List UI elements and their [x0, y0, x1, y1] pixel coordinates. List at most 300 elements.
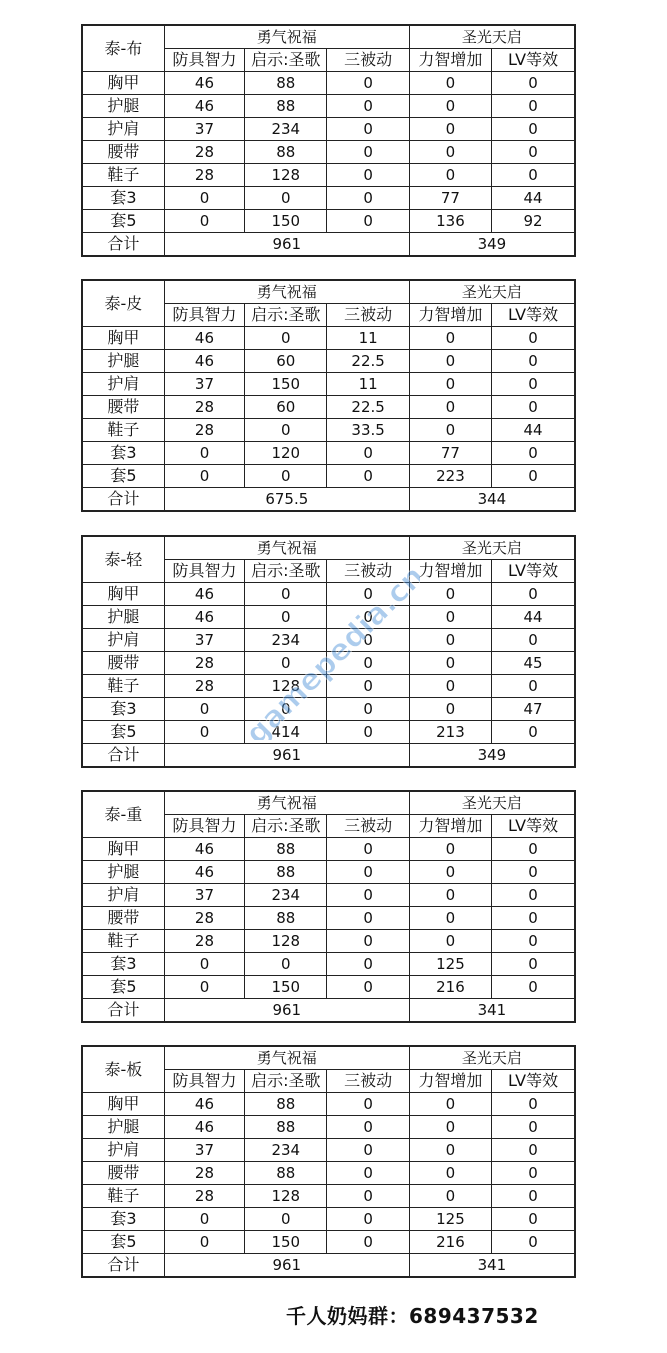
cell-value: 88: [245, 1093, 327, 1116]
cell-value: 28: [164, 141, 244, 164]
cell-value: 28: [164, 652, 244, 675]
cell-value: 0: [492, 1208, 575, 1231]
table-row: [82, 442, 575, 465]
cell-value: 0: [492, 164, 575, 187]
cell-value: 150: [245, 373, 327, 396]
cell-value: 0: [492, 884, 575, 907]
total-courage: 961: [164, 233, 409, 257]
cell-value: 128: [245, 930, 327, 953]
cell-value: 234: [245, 629, 327, 652]
cell-value: 0: [409, 1185, 491, 1208]
cell-value: 77: [409, 187, 491, 210]
column-header: 防具智力: [164, 49, 244, 72]
cell-value: 0: [327, 838, 409, 861]
cell-value: 0: [492, 1139, 575, 1162]
stat-table: [81, 279, 576, 512]
table-row: [82, 327, 575, 350]
table-row: [82, 606, 575, 629]
row-label: 护肩: [82, 884, 164, 907]
cell-value: 0: [409, 838, 491, 861]
cell-value: 22.5: [327, 396, 409, 419]
cell-value: 88: [245, 838, 327, 861]
cell-value: 37: [164, 118, 244, 141]
watermark-text: gamepedia.cn: [250, 570, 420, 740]
cell-value: 0: [245, 419, 327, 442]
cell-value: 28: [164, 396, 244, 419]
cell-value: 125: [409, 1208, 491, 1231]
row-label: 套5: [82, 210, 164, 233]
column-header: LV等效: [492, 304, 575, 327]
table-row: [82, 1208, 575, 1231]
cell-value: 88: [245, 907, 327, 930]
cell-value: 128: [245, 675, 327, 698]
stat-table: [81, 1045, 576, 1278]
cell-value: 0: [409, 118, 491, 141]
cell-value: 37: [164, 1139, 244, 1162]
cell-value: 0: [409, 907, 491, 930]
cell-value: 0: [492, 1116, 575, 1139]
group-header-courage: 勇气祝福: [164, 1046, 409, 1070]
column-header: 力智增加: [409, 49, 491, 72]
cell-value: 150: [245, 210, 327, 233]
table-row: [82, 465, 575, 488]
table-row: [82, 698, 575, 721]
cell-value: 0: [409, 373, 491, 396]
cell-value: 414: [245, 721, 327, 744]
row-label: 腰带: [82, 907, 164, 930]
cell-value: 0: [327, 861, 409, 884]
table-row: [82, 884, 575, 907]
cell-value: 28: [164, 1185, 244, 1208]
total-holy-light: 349: [409, 233, 575, 257]
cell-value: 0: [492, 141, 575, 164]
group-header-courage: 勇气祝福: [164, 791, 409, 815]
cell-value: 88: [245, 72, 327, 95]
total-label: 合计: [82, 744, 164, 768]
cell-value: 11: [327, 373, 409, 396]
cell-value: 0: [492, 465, 575, 488]
total-label: 合计: [82, 1254, 164, 1278]
column-header: 力智增加: [409, 304, 491, 327]
total-holy-light: 341: [409, 1254, 575, 1278]
cell-value: 0: [409, 606, 491, 629]
cell-value: 216: [409, 976, 491, 999]
column-header: LV等效: [492, 1070, 575, 1093]
cell-value: 0: [245, 583, 327, 606]
cell-value: 120: [245, 442, 327, 465]
column-header: 防具智力: [164, 560, 244, 583]
row-label: 胸甲: [82, 838, 164, 861]
cell-value: 0: [492, 1231, 575, 1254]
row-label: 鞋子: [82, 930, 164, 953]
cell-value: 136: [409, 210, 491, 233]
cell-value: 0: [245, 465, 327, 488]
total-row: [82, 233, 575, 257]
column-header: 三被动: [327, 1070, 409, 1093]
cell-value: 0: [327, 164, 409, 187]
cell-value: 0: [409, 95, 491, 118]
table-row: [82, 118, 575, 141]
cell-value: 0: [327, 907, 409, 930]
row-label: 护肩: [82, 373, 164, 396]
cell-value: 0: [492, 976, 575, 999]
stat-table: [81, 24, 576, 257]
cell-value: 37: [164, 629, 244, 652]
cell-value: 92: [492, 210, 575, 233]
column-header: 启示:圣歌: [245, 304, 327, 327]
table-row: [82, 976, 575, 999]
total-label: 合计: [82, 488, 164, 512]
cell-value: 0: [245, 652, 327, 675]
table-header-row: [82, 536, 575, 560]
cell-value: 0: [492, 373, 575, 396]
table-title: 泰-轻: [82, 536, 164, 583]
cell-value: 0: [409, 652, 491, 675]
total-row: [82, 1254, 575, 1278]
cell-value: 0: [327, 629, 409, 652]
cell-value: 125: [409, 953, 491, 976]
cell-value: 0: [164, 210, 244, 233]
table-row: [82, 675, 575, 698]
total-label: 合计: [82, 999, 164, 1023]
cell-value: 46: [164, 838, 244, 861]
cell-value: 0: [164, 721, 244, 744]
table-row: [82, 1185, 575, 1208]
total-courage: 961: [164, 1254, 409, 1278]
table-row: [82, 187, 575, 210]
cell-value: 0: [327, 1162, 409, 1185]
cell-value: 0: [327, 442, 409, 465]
table-row: [82, 350, 575, 373]
cell-value: 0: [409, 861, 491, 884]
footer-qq-group: 千人奶妈群：689437532: [286, 1304, 539, 1328]
cell-value: 0: [327, 118, 409, 141]
stat-table: [81, 535, 576, 768]
table-row: [82, 1116, 575, 1139]
cell-value: 0: [409, 327, 491, 350]
cell-value: 0: [164, 976, 244, 999]
cell-value: 88: [245, 141, 327, 164]
cell-value: 0: [409, 396, 491, 419]
column-header: 三被动: [327, 304, 409, 327]
cell-value: 60: [245, 396, 327, 419]
cell-value: 0: [327, 72, 409, 95]
row-label: 鞋子: [82, 675, 164, 698]
total-holy-light: 344: [409, 488, 575, 512]
row-label: 胸甲: [82, 72, 164, 95]
group-header-holy-light: 圣光天启: [409, 25, 575, 49]
cell-value: 11: [327, 327, 409, 350]
cell-value: 28: [164, 164, 244, 187]
row-label: 护腿: [82, 606, 164, 629]
cell-value: 128: [245, 164, 327, 187]
cell-value: 0: [409, 629, 491, 652]
cell-value: 0: [492, 629, 575, 652]
cell-value: 46: [164, 861, 244, 884]
table-header-row: [82, 791, 575, 815]
row-label: 护肩: [82, 629, 164, 652]
cell-value: 0: [492, 675, 575, 698]
table-row: [82, 95, 575, 118]
cell-value: 46: [164, 606, 244, 629]
row-label: 护肩: [82, 118, 164, 141]
cell-value: 28: [164, 907, 244, 930]
cell-value: 0: [409, 1162, 491, 1185]
cell-value: 0: [164, 187, 244, 210]
table-header-row: [82, 280, 575, 304]
cell-value: 0: [327, 976, 409, 999]
table-row: [82, 861, 575, 884]
column-header: LV等效: [492, 815, 575, 838]
table-title: 泰-重: [82, 791, 164, 838]
table-row: [82, 419, 575, 442]
table-row: [82, 953, 575, 976]
column-header: 力智增加: [409, 1070, 491, 1093]
table-row: [82, 721, 575, 744]
stat-table: [81, 790, 576, 1023]
table-title: 泰-布: [82, 25, 164, 72]
table-header-row: [82, 1046, 575, 1070]
table-row: [82, 1162, 575, 1185]
cell-value: 88: [245, 861, 327, 884]
cell-value: 46: [164, 95, 244, 118]
cell-value: 0: [409, 675, 491, 698]
row-label: 鞋子: [82, 419, 164, 442]
cell-value: 0: [245, 698, 327, 721]
row-label: 套3: [82, 698, 164, 721]
cell-value: 0: [327, 721, 409, 744]
cell-value: 0: [492, 442, 575, 465]
cell-value: 0: [409, 350, 491, 373]
cell-value: 88: [245, 1116, 327, 1139]
column-header: 启示:圣歌: [245, 1070, 327, 1093]
cell-value: 0: [409, 72, 491, 95]
cell-value: 0: [492, 907, 575, 930]
row-label: 腰带: [82, 141, 164, 164]
cell-value: 0: [327, 698, 409, 721]
cell-value: 234: [245, 1139, 327, 1162]
cell-value: 0: [492, 721, 575, 744]
cell-value: 0: [327, 1116, 409, 1139]
cell-value: 28: [164, 1162, 244, 1185]
cell-value: 0: [327, 884, 409, 907]
row-label: 套3: [82, 442, 164, 465]
cell-value: 46: [164, 1093, 244, 1116]
cell-value: 46: [164, 1116, 244, 1139]
cell-value: 77: [409, 442, 491, 465]
column-header: 启示:圣歌: [245, 815, 327, 838]
cell-value: 0: [409, 884, 491, 907]
total-row: [82, 999, 575, 1023]
row-label: 护腿: [82, 1116, 164, 1139]
cell-value: 37: [164, 373, 244, 396]
cell-value: 88: [245, 1162, 327, 1185]
cell-value: 213: [409, 721, 491, 744]
cell-value: 0: [492, 583, 575, 606]
row-label: 套5: [82, 1231, 164, 1254]
table-title: 泰-皮: [82, 280, 164, 327]
column-header: 防具智力: [164, 815, 244, 838]
cell-value: 37: [164, 884, 244, 907]
total-holy-light: 349: [409, 744, 575, 768]
cell-value: 0: [327, 930, 409, 953]
cell-value: 0: [245, 187, 327, 210]
column-header: 三被动: [327, 815, 409, 838]
cell-value: 0: [327, 583, 409, 606]
cell-value: 0: [164, 1208, 244, 1231]
row-label: 护肩: [82, 1139, 164, 1162]
row-label: 护腿: [82, 95, 164, 118]
cell-value: 44: [492, 606, 575, 629]
cell-value: 0: [409, 164, 491, 187]
table-row: [82, 838, 575, 861]
cell-value: 0: [164, 698, 244, 721]
cell-value: 0: [327, 1093, 409, 1116]
cell-value: 0: [245, 1208, 327, 1231]
row-label: 护腿: [82, 861, 164, 884]
column-header: 启示:圣歌: [245, 560, 327, 583]
table-row: [82, 629, 575, 652]
column-header: 力智增加: [409, 560, 491, 583]
cell-value: 0: [492, 953, 575, 976]
row-label: 鞋子: [82, 1185, 164, 1208]
row-label: 套5: [82, 976, 164, 999]
cell-value: 0: [409, 583, 491, 606]
cell-value: 0: [327, 187, 409, 210]
cell-value: 0: [492, 350, 575, 373]
cell-value: 150: [245, 976, 327, 999]
cell-value: 45: [492, 652, 575, 675]
row-label: 胸甲: [82, 327, 164, 350]
cell-value: 150: [245, 1231, 327, 1254]
cell-value: 0: [492, 396, 575, 419]
cell-value: 128: [245, 1185, 327, 1208]
total-row: [82, 488, 575, 512]
total-row: [82, 744, 575, 768]
cell-value: 33.5: [327, 419, 409, 442]
cell-value: 0: [327, 1139, 409, 1162]
cell-value: 0: [492, 1093, 575, 1116]
cell-value: 0: [327, 1231, 409, 1254]
column-header: LV等效: [492, 49, 575, 72]
column-header: 防具智力: [164, 304, 244, 327]
table-row: [82, 373, 575, 396]
row-label: 腰带: [82, 1162, 164, 1185]
cell-value: 234: [245, 884, 327, 907]
cell-value: 0: [492, 930, 575, 953]
row-label: 护腿: [82, 350, 164, 373]
cell-value: 0: [327, 141, 409, 164]
total-courage: 675.5: [164, 488, 409, 512]
cell-value: 234: [245, 118, 327, 141]
cell-value: 0: [492, 861, 575, 884]
cell-value: 0: [245, 953, 327, 976]
table-row: [82, 164, 575, 187]
table-row: [82, 1093, 575, 1116]
total-label: 合计: [82, 233, 164, 257]
table-row: [82, 210, 575, 233]
total-courage: 961: [164, 999, 409, 1023]
cell-value: 216: [409, 1231, 491, 1254]
group-header-holy-light: 圣光天启: [409, 536, 575, 560]
cell-value: 0: [327, 606, 409, 629]
cell-value: 46: [164, 583, 244, 606]
row-label: 套3: [82, 1208, 164, 1231]
group-header-holy-light: 圣光天启: [409, 280, 575, 304]
column-header: LV等效: [492, 560, 575, 583]
cell-value: 0: [245, 606, 327, 629]
cell-value: 0: [327, 210, 409, 233]
table-row: [82, 141, 575, 164]
table-row: [82, 907, 575, 930]
cell-value: 0: [327, 953, 409, 976]
cell-value: 0: [327, 1208, 409, 1231]
table-title: 泰-板: [82, 1046, 164, 1093]
cell-value: 47: [492, 698, 575, 721]
cell-value: 0: [409, 698, 491, 721]
row-label: 鞋子: [82, 164, 164, 187]
group-header-courage: 勇气祝福: [164, 25, 409, 49]
row-label: 套3: [82, 953, 164, 976]
cell-value: 0: [245, 327, 327, 350]
cell-value: 0: [409, 419, 491, 442]
table-row: [82, 1139, 575, 1162]
cell-value: 0: [409, 1139, 491, 1162]
row-label: 套5: [82, 721, 164, 744]
cell-value: 0: [409, 1093, 491, 1116]
group-header-courage: 勇气祝福: [164, 536, 409, 560]
cell-value: 0: [492, 118, 575, 141]
table-row: [82, 930, 575, 953]
cell-value: 0: [409, 1116, 491, 1139]
cell-value: 46: [164, 327, 244, 350]
cell-value: 0: [409, 930, 491, 953]
table-header-row: [82, 25, 575, 49]
cell-value: 0: [492, 1185, 575, 1208]
group-header-courage: 勇气祝福: [164, 280, 409, 304]
cell-value: 0: [327, 675, 409, 698]
cell-value: 28: [164, 930, 244, 953]
table-row: [82, 1231, 575, 1254]
cell-value: 0: [492, 72, 575, 95]
cell-value: 0: [327, 652, 409, 675]
column-header: 三被动: [327, 560, 409, 583]
cell-value: 0: [327, 465, 409, 488]
cell-value: 44: [492, 419, 575, 442]
table-row: [82, 583, 575, 606]
cell-value: 46: [164, 72, 244, 95]
total-courage: 961: [164, 744, 409, 768]
column-header: 启示:圣歌: [245, 49, 327, 72]
cell-value: 0: [327, 95, 409, 118]
column-header: 防具智力: [164, 1070, 244, 1093]
cell-value: 88: [245, 95, 327, 118]
cell-value: 0: [492, 327, 575, 350]
row-label: 套5: [82, 465, 164, 488]
cell-value: 0: [492, 1162, 575, 1185]
total-holy-light: 341: [409, 999, 575, 1023]
cell-value: 28: [164, 675, 244, 698]
cell-value: 0: [492, 95, 575, 118]
table-row: [82, 72, 575, 95]
cell-value: 0: [409, 141, 491, 164]
cell-value: 44: [492, 187, 575, 210]
row-label: 腰带: [82, 652, 164, 675]
column-header: 三被动: [327, 49, 409, 72]
cell-value: 46: [164, 350, 244, 373]
group-header-holy-light: 圣光天启: [409, 1046, 575, 1070]
table-row: [82, 652, 575, 675]
